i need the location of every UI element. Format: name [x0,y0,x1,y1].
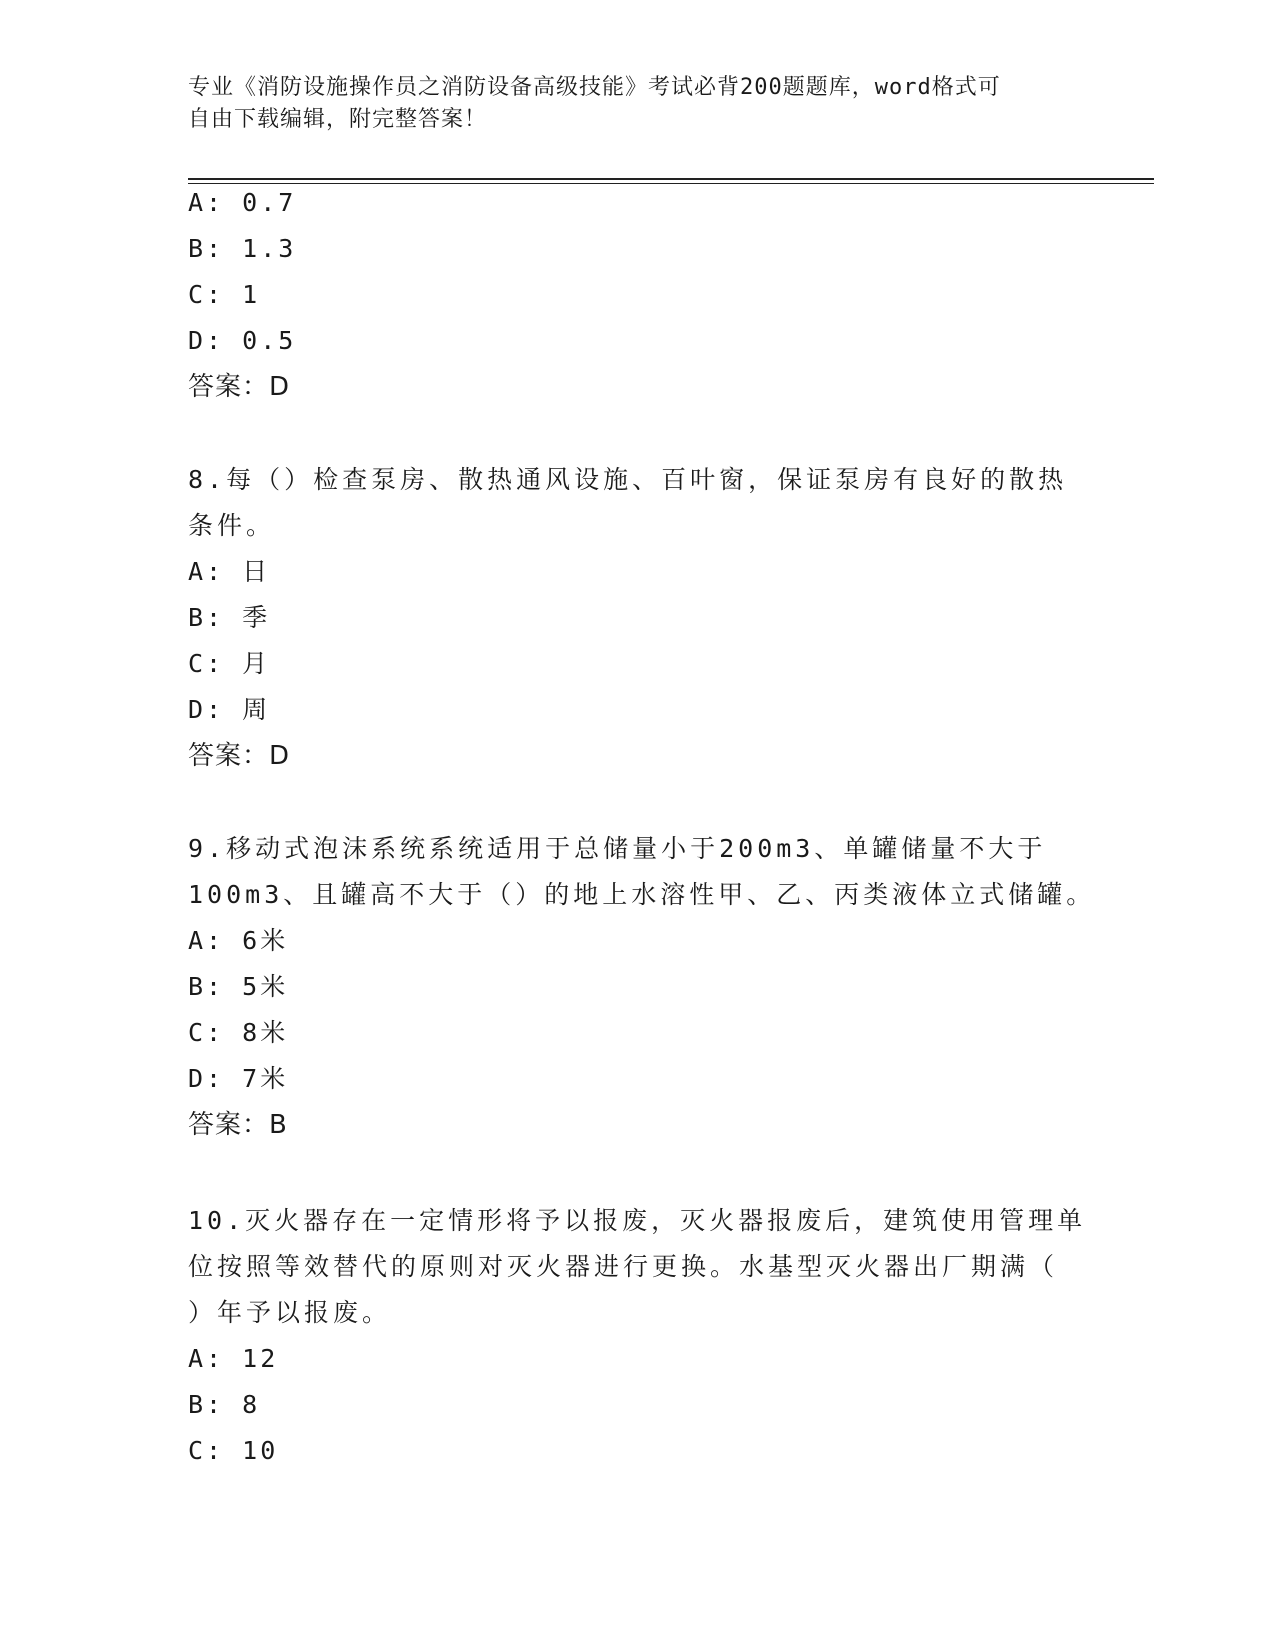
option-b: B: 5米 [188,972,289,1001]
question-text-line-1: 8.每（）检查泵房、散热通风设施、百叶窗，保证泵房有良好的散热 [188,465,1068,494]
option-a: A: 日 [188,557,271,586]
option-d: D: 7米 [188,1064,289,1093]
option-a: A: 12 [188,1344,279,1373]
option-b: B: 8 [188,1390,261,1419]
question-8 [188,457,1088,779]
option-a: A: 6米 [188,926,289,955]
document-header [188,72,1088,136]
answer: 答案：B [188,1110,288,1140]
option-c: C: 8米 [188,1018,289,1047]
answer: 答案：D [188,372,291,402]
option-b: B: 1.3 [188,234,297,263]
header-line-1: 专业《消防设施操作员之消防设备高级技能》考试必背200题题库，word格式可 [188,75,1001,100]
option-c: C: 1 [188,280,261,309]
option-d: D: 0.5 [188,326,297,355]
question-text-line-2: 条件。 [188,511,276,540]
question-text-line-1: 9.移动式泡沫系统系统适用于总储量小于200m3、单罐储量不大于 [188,834,1047,863]
question-text-line-2: 100m3、且罐高不大于（）的地上水溶性甲、乙、丙类液体立式储罐。 [188,880,1096,909]
question-text-line-2: 位按照等效替代的原则对灭火器进行更换。水基型灭火器出厂期满（ [188,1252,1059,1281]
option-b: B: 季 [188,603,271,632]
question-9 [188,826,1096,1148]
question-10 [188,1198,1088,1474]
question-text-line-1: 10.灭火器存在一定情形将予以报废，灭火器报废后，建筑使用管理单 [188,1206,1087,1235]
option-c: C: 月 [188,649,271,678]
question-7 [188,180,1088,410]
option-a: A: 0.7 [188,188,297,217]
option-d: D: 周 [188,695,271,724]
header-line-2: 自由下载编辑，附完整答案！ [188,107,488,132]
question-text-line-3: ）年予以报废。 [188,1298,392,1327]
answer: 答案：D [188,741,291,771]
option-c: C: 10 [188,1436,279,1465]
